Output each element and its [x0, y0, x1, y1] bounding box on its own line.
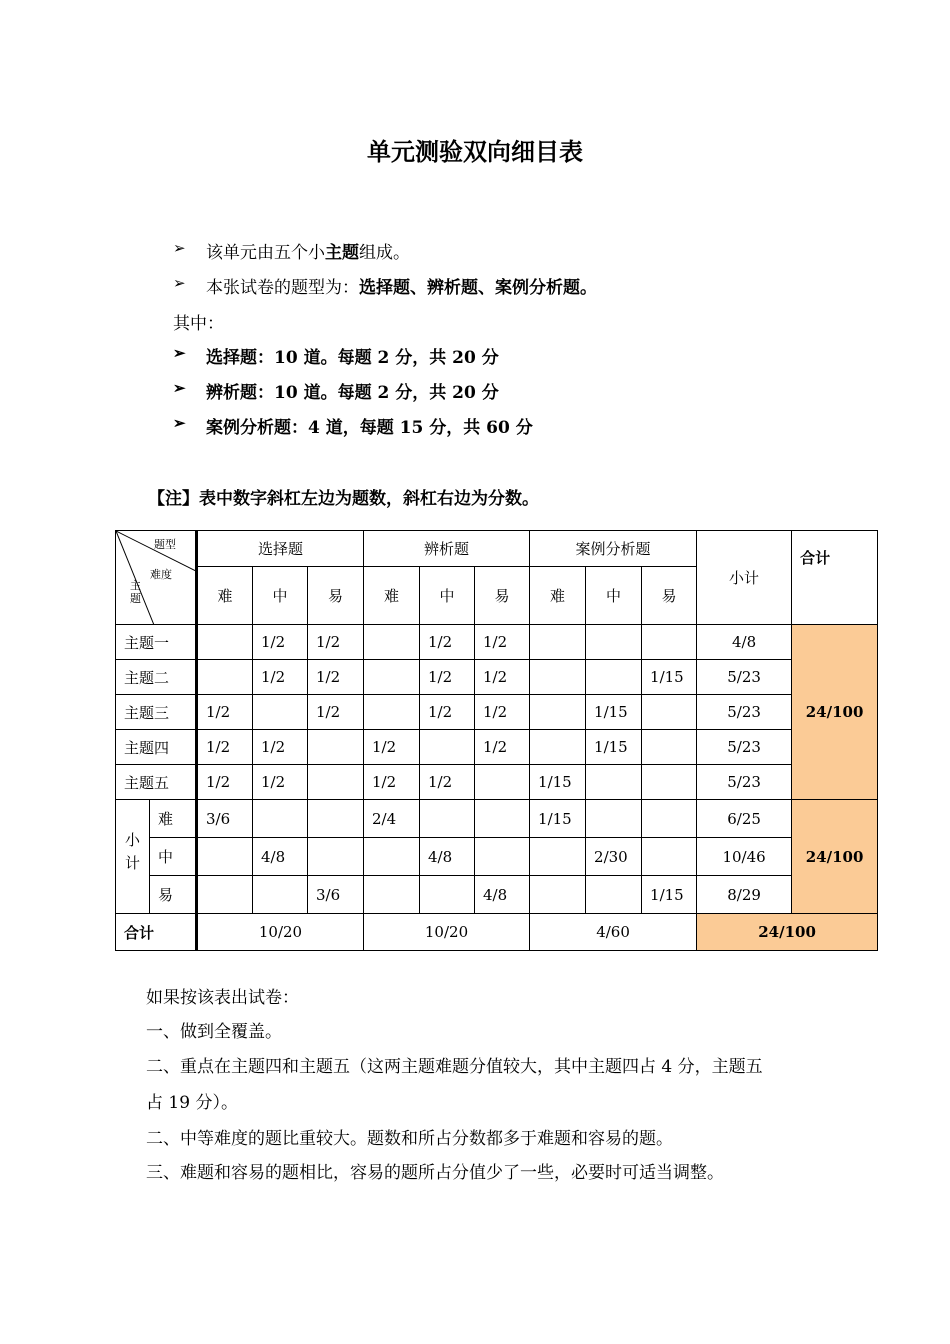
level-row: [116, 838, 878, 876]
bullet-arrow-icon: ➢: [173, 414, 186, 432]
level-cell: 4/8: [253, 838, 308, 876]
topic-subtotal: 5/23: [697, 730, 792, 765]
topic-row: [116, 660, 878, 695]
level-hard: 难: [364, 567, 420, 625]
qizhong-label: 其中：: [173, 314, 224, 334]
topic-subtotal: 5/23: [697, 765, 792, 800]
level-cell: [475, 800, 530, 838]
page-title: 单元测验双向细目表: [367, 138, 583, 166]
topic-subtotal: 5/23: [697, 695, 792, 730]
total-row: [116, 914, 878, 951]
total-row-label: 合计: [116, 914, 197, 951]
level-cell: [364, 838, 420, 876]
level-subtotal: 8/29: [697, 876, 792, 914]
topic-cell: [642, 625, 697, 660]
level-easy: 易: [642, 567, 697, 625]
topic-cell: [197, 660, 253, 695]
topic-cell: 1/2: [308, 660, 364, 695]
level-medium: 中: [586, 567, 642, 625]
level-cell: 2/4: [364, 800, 420, 838]
topic-cell: 1/2: [475, 730, 530, 765]
topic-cell: [197, 625, 253, 660]
topic-cell: 1/2: [253, 625, 308, 660]
topic-cell: [364, 625, 420, 660]
level-cell: [586, 876, 642, 914]
topic-name: 主题三: [116, 695, 197, 730]
level-name: 难: [150, 800, 197, 838]
total-choice: 10/20: [197, 914, 364, 951]
level-total: 24/100: [792, 800, 878, 914]
corner-difficulty-label: 难度: [150, 568, 172, 581]
topic-cell: [530, 625, 586, 660]
topic-cell: [642, 765, 697, 800]
level-cell: 1/15: [530, 800, 586, 838]
intro-line-1: 该单元由五个小主题组成。: [206, 243, 410, 263]
conclusion-line: 如果按该表出试卷：: [146, 988, 299, 1008]
level-easy: 易: [308, 567, 364, 625]
bullet-arrow-icon: ➢: [173, 344, 186, 362]
conclusion-line: 三、难题和容易的题相比，容易的题所占分值少了一些，必要时可适当调整。: [146, 1163, 724, 1183]
conclusion-line: 占 19 分）。: [146, 1093, 238, 1113]
topic-cell: 1/2: [364, 765, 420, 800]
topic-cell: 1/2: [475, 625, 530, 660]
level-name: 易: [150, 876, 197, 914]
total-header: 合计: [792, 531, 878, 625]
level-cell: [420, 876, 475, 914]
topic-cell: 1/15: [586, 730, 642, 765]
topic-cell: 1/2: [197, 730, 253, 765]
level-row: [116, 876, 878, 914]
level-cell: 3/6: [197, 800, 253, 838]
topic-cell: [253, 695, 308, 730]
topic-cell: 1/2: [253, 730, 308, 765]
level-medium: 中: [420, 567, 475, 625]
level-cell: [586, 800, 642, 838]
topic-row: [116, 695, 878, 730]
level-row: [116, 800, 878, 838]
level-cell: 2/30: [586, 838, 642, 876]
type-header-discrimination: 辨析题: [364, 531, 530, 567]
topic-row: [116, 765, 878, 800]
topic-cell: 1/2: [420, 695, 475, 730]
level-subtotal: 10/46: [697, 838, 792, 876]
table-note: 【注】表中数字斜杠左边为题数，斜杠右边为分数。: [148, 489, 539, 509]
topic-cell: 1/2: [420, 765, 475, 800]
level-hard: 难: [197, 567, 253, 625]
topic-cell: 1/15: [530, 765, 586, 800]
level-cell: [197, 876, 253, 914]
topic-cell: [308, 730, 364, 765]
topic-cell: [475, 765, 530, 800]
topic-name: 主题二: [116, 660, 197, 695]
topic-cell: [586, 765, 642, 800]
level-cell: 4/8: [475, 876, 530, 914]
bullet-arrow-icon: ➢: [173, 274, 186, 292]
level-cell: [253, 876, 308, 914]
topic-cell: [530, 730, 586, 765]
level-cell: [308, 838, 364, 876]
level-cell: [642, 838, 697, 876]
level-cell: [253, 800, 308, 838]
topic-cell: 1/2: [475, 660, 530, 695]
level-medium: 中: [253, 567, 308, 625]
conclusion-line: 二、中等难度的题比重较大。题数和所占分数都多于难题和容易的题。: [146, 1129, 673, 1149]
topic-row: [116, 625, 878, 660]
level-easy: 易: [475, 567, 530, 625]
topic-cell: [420, 730, 475, 765]
detail-discrimination: 辨析题：10 道。每题 2 分，共 20 分: [206, 383, 499, 403]
level-cell: 4/8: [420, 838, 475, 876]
topic-cell: 1/2: [253, 660, 308, 695]
corner-header: [116, 531, 197, 625]
corner-type-label: 题型: [154, 538, 176, 551]
topic-name: 主题五: [116, 765, 197, 800]
topic-cell: 1/2: [364, 730, 420, 765]
topic-cell: 1/2: [197, 765, 253, 800]
level-cell: [308, 800, 364, 838]
intro-line-2: 本张试卷的题型为：选择题、辨析题、案例分析题。: [206, 278, 597, 298]
topic-cell: 1/2: [475, 695, 530, 730]
conclusion-line: 二、重点在主题四和主题五（这两主题难题分值较大，其中主题四占 4 分，主题五: [146, 1057, 763, 1077]
topic-cell: 1/2: [308, 695, 364, 730]
level-cell: 1/15: [642, 876, 697, 914]
level-cell: [197, 838, 253, 876]
subtotal-side-label: [116, 800, 150, 914]
level-name: 中: [150, 838, 197, 876]
topic-cell: [364, 660, 420, 695]
level-subtotal: 6/25: [697, 800, 792, 838]
subtotal-side-text: 小计: [123, 831, 141, 878]
topic-row: [116, 730, 878, 765]
bullet-arrow-icon: ➢: [173, 239, 186, 257]
topic-total: 24/100: [792, 625, 878, 800]
topic-cell: [530, 695, 586, 730]
bullet-arrow-icon: ➢: [173, 379, 186, 397]
level-cell: [642, 800, 697, 838]
topic-cell: [586, 625, 642, 660]
topic-name: 主题四: [116, 730, 197, 765]
topic-cell: 1/2: [420, 625, 475, 660]
topic-cell: 1/2: [308, 625, 364, 660]
conclusion-line: 一、做到全覆盖。: [146, 1022, 282, 1042]
level-cell: [475, 838, 530, 876]
detail-choice: 选择题：10 道。每题 2 分，共 20 分: [206, 348, 499, 368]
level-hard: 难: [530, 567, 586, 625]
level-cell: [530, 838, 586, 876]
type-header-case: 案例分析题: [530, 531, 697, 567]
topic-cell: 1/15: [586, 695, 642, 730]
topic-cell: [586, 660, 642, 695]
level-cell: [364, 876, 420, 914]
total-discrimination: 10/20: [364, 914, 530, 951]
level-cell: [530, 876, 586, 914]
topic-cell: 1/2: [197, 695, 253, 730]
subtotal-header: 小计: [697, 531, 792, 625]
topic-cell: [642, 730, 697, 765]
topic-cell: 1/15: [642, 660, 697, 695]
level-cell: 3/6: [308, 876, 364, 914]
topic-cell: 1/2: [253, 765, 308, 800]
detail-case: 案例分析题：4 道，每题 15 分，共 60 分: [206, 418, 533, 438]
topic-name: 主题一: [116, 625, 197, 660]
corner-topic-label: 主 题: [130, 579, 141, 605]
topic-cell: [642, 695, 697, 730]
specification-table: [115, 530, 878, 951]
topic-cell: 1/2: [420, 660, 475, 695]
total-case: 4/60: [530, 914, 697, 951]
topic-cell: [364, 695, 420, 730]
topic-subtotal: 5/23: [697, 660, 792, 695]
topic-subtotal: 4/8: [697, 625, 792, 660]
grand-total: 24/100: [697, 914, 878, 951]
topic-cell: [308, 765, 364, 800]
type-header-choice: 选择题: [197, 531, 364, 567]
level-cell: [420, 800, 475, 838]
topic-cell: [530, 660, 586, 695]
